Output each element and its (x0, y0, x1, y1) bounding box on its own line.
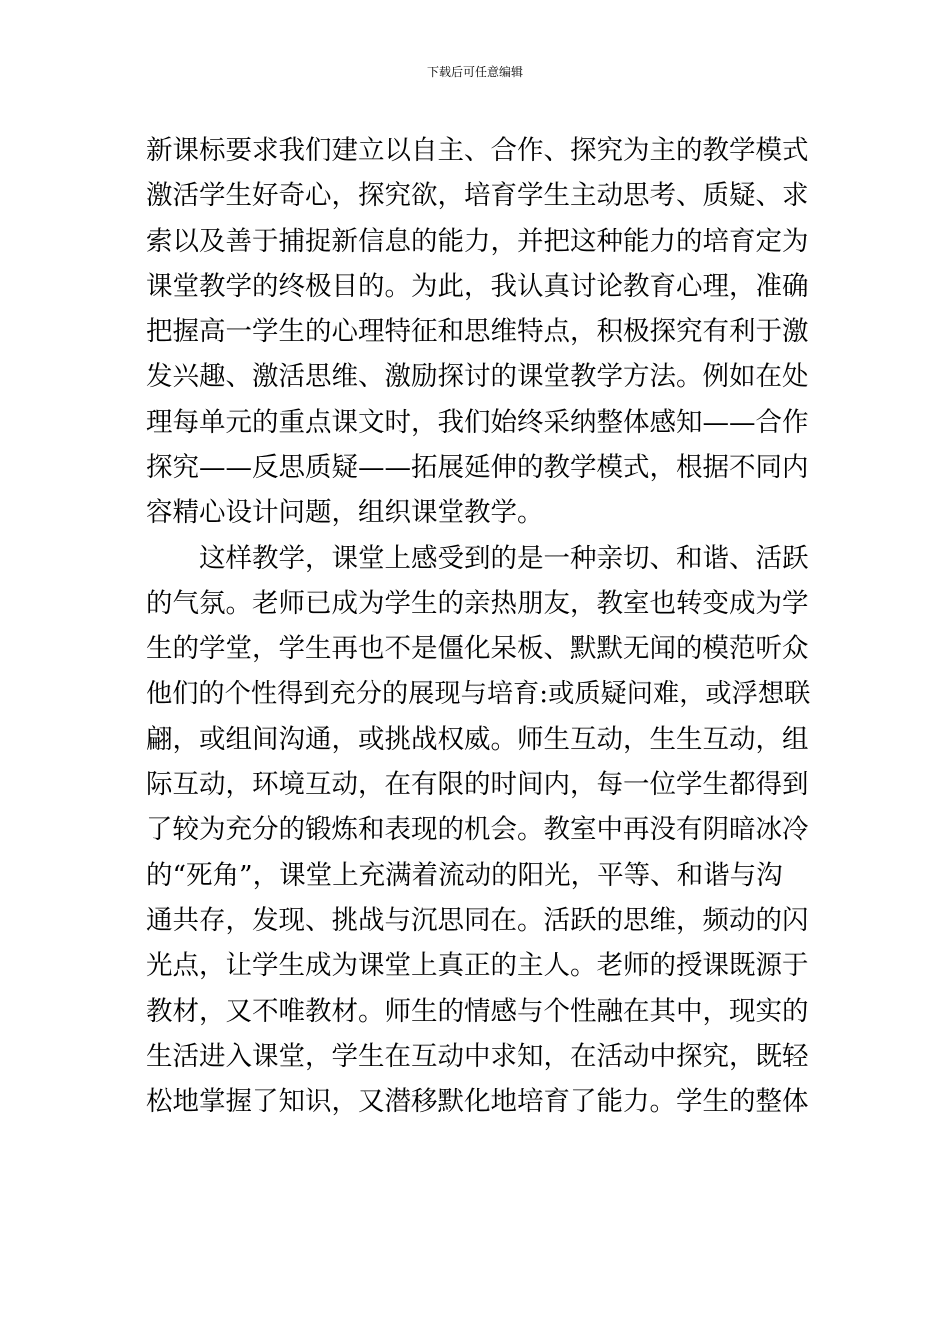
paragraph-2 (146, 536, 810, 1125)
document-body (146, 128, 810, 1125)
text-line: 把握高一学生的心理特征和思维特点，积极探究有利于激 (146, 316, 809, 348)
paragraph-1 (146, 128, 810, 536)
text-line: 翩，或组间沟通，或挑战权威。师生互动，生生互动，组 (146, 723, 809, 755)
text-line: 激活学生好奇心，探究欲，培育学生主动思考、质疑、求 (146, 180, 809, 212)
text-line: 松地掌握了知识，又潜移默化地培育了能力。学生的整体 (146, 1086, 809, 1118)
text-line: 容精心设计问题，组织课堂教学。 (146, 497, 544, 529)
text-line: 的气氛。老师已成为学生的亲热朋友，教室也转变成为学 (146, 587, 809, 619)
text-line: 他们的个性得到充分的展现与培育:或质疑问难，或浮想联 (146, 678, 811, 709)
text-line: 探究——反思质疑——拓展延伸的教学模式，根据不同内 (146, 452, 809, 484)
text-line: 际互动，环境互动，在有限的时间内，每一位学生都得到 (146, 769, 809, 801)
text-line: 理每单元的重点课文时，我们始终采纳整体感知——合作 (146, 406, 809, 438)
text-line: 新课标要求我们建立以自主、合作、探究为主的教学模式 (146, 135, 809, 166)
text-line: 这样教学，课堂上感受到的是一种亲切、和谐、活跃 (199, 542, 809, 574)
text-line: 的“死角”，课堂上充满着流动的阳光，平等、和谐与沟 (146, 859, 783, 891)
text-line: 生活进入课堂，学生在互动中求知，在活动中探究，既轻 (146, 1040, 809, 1072)
text-line: 生的学堂，学生再也不是僵化呆板、默默无闻的模范听众 (146, 633, 809, 665)
page-header: 下载后可任意编辑 (426, 65, 523, 79)
text-line: 发兴趣、激活思维、激励探讨的课堂教学方法。例如在处 (146, 361, 809, 393)
text-line: 通共存，发现、挑战与沉思同在。活跃的思维，频动的闪 (146, 905, 809, 937)
text-line: 索以及善于捕捉新信息的能力，并把这种能力的培育定为 (146, 225, 809, 257)
text-line: 了较为充分的锻炼和表现的机会。教室中再没有阴暗冰冷 (146, 814, 809, 846)
text-line: 课堂教学的终极目的。为此，我认真讨论教育心理，准确 (146, 270, 809, 302)
text-line: 光点，让学生成为课堂上真正的主人。老师的授课既源于 (146, 950, 809, 982)
text-line: 教材，又不唯教材。师生的情感与个性融在其中，现实的 (146, 995, 809, 1027)
